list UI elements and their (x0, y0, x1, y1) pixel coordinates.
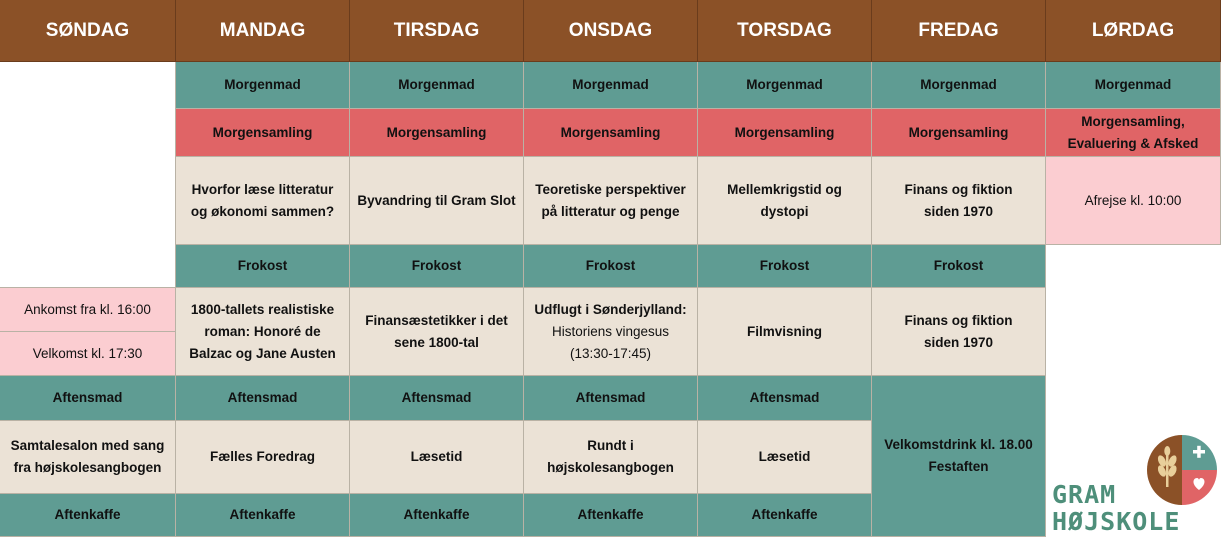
evening-session-wednesday: Rundt i højskolesangbogen (524, 421, 698, 494)
coffee-sunday: Aftenkaffe (0, 494, 176, 537)
afternoon-session-tuesday: Finansæstetikker i det sene 1800-tal (350, 288, 524, 376)
header-sunday: SØNDAG (0, 0, 176, 62)
coffee-tuesday: Aftenkaffe (350, 494, 524, 537)
gram-hojskole-logo (1046, 420, 1221, 537)
afternoon-session-friday: Finans og fiktion siden 1970 (872, 288, 1046, 376)
dinner-thursday: Aftensmad (698, 376, 872, 421)
evening-session-thursday: Læsetid (698, 421, 872, 494)
sunday-arrival: Ankomst fra kl. 16:00 (0, 288, 176, 332)
excursion-detail: Historiens vingesus (13:30-17:45) (551, 323, 670, 361)
header-monday: MANDAG (176, 0, 350, 62)
evening-session-monday: Fælles Foredrag (176, 421, 350, 494)
dinner-sunday: Aftensmad (0, 376, 176, 421)
evening-session-sunday: Samtalesalon med sang fra højskolesangbogen (0, 421, 176, 494)
sunday-welcome: Velkomst kl. 17:30 (0, 332, 176, 376)
saturday-empty-block (1046, 245, 1221, 420)
coffee-monday: Aftenkaffe (176, 494, 350, 537)
afternoon-session-monday: 1800-tallets realistiske roman: Honoré de Balzac og Jane Austen (176, 288, 350, 376)
header-thursday: TORSDAG (698, 0, 872, 62)
departure-saturday: Afrejse kl. 10:00 (1046, 157, 1221, 245)
breakfast-wednesday: Morgenmad (524, 62, 698, 109)
friday-festaften: Velkomstdrink kl. 18.00 Festaften (872, 376, 1046, 537)
breakfast-friday: Morgenmad (872, 62, 1046, 109)
assembly-monday: Morgensamling (176, 109, 350, 157)
morning-session-friday: Finans og fiktion siden 1970 (872, 157, 1046, 245)
assembly-wednesday: Morgensamling (524, 109, 698, 157)
lunch-wednesday: Frokost (524, 245, 698, 288)
coffee-wednesday: Aftenkaffe (524, 494, 698, 537)
header-friday: FREDAG (872, 0, 1046, 62)
header-saturday: LØRDAG (1046, 0, 1221, 62)
header-wednesday: ONSDAG (524, 0, 698, 62)
breakfast-monday: Morgenmad (176, 62, 350, 109)
dinner-monday: Aftensmad (176, 376, 350, 421)
header-tuesday: TIRSDAG (350, 0, 524, 62)
afternoon-session-thursday: Filmvisning (698, 288, 872, 376)
breakfast-tuesday: Morgenmad (350, 62, 524, 109)
assembly-tuesday: Morgensamling (350, 109, 524, 157)
dinner-tuesday: Aftensmad (350, 376, 524, 421)
morning-session-tuesday: Byvandring til Gram Slot (350, 157, 524, 245)
coffee-thursday: Aftenkaffe (698, 494, 872, 537)
assembly-friday: Morgensamling (872, 109, 1046, 157)
logo-line2: HØJSKOLE (1052, 507, 1181, 536)
afternoon-session-wednesday (524, 288, 698, 376)
morning-session-wednesday: Teoretiske perspektiver på litteratur og penge (524, 157, 698, 245)
excursion-title: Udflugt i Sønderjylland: (534, 301, 687, 317)
breakfast-thursday: Morgenmad (698, 62, 872, 109)
breakfast-saturday: Morgenmad (1046, 62, 1221, 109)
morning-session-thursday: Mellemkrigstid og dystopi (698, 157, 872, 245)
logo-emblem-icon (1147, 435, 1217, 505)
lunch-friday: Frokost (872, 245, 1046, 288)
lunch-thursday: Frokost (698, 245, 872, 288)
lunch-monday: Frokost (176, 245, 350, 288)
lunch-tuesday: Frokost (350, 245, 524, 288)
dinner-wednesday: Aftensmad (524, 376, 698, 421)
assembly-saturday: Morgensamling, Evaluering & Afsked (1046, 109, 1221, 157)
assembly-thursday: Morgensamling (698, 109, 872, 157)
evening-session-tuesday: Læsetid (350, 421, 524, 494)
morning-session-monday: Hvorfor læse litteratur og økonomi sammen? (176, 157, 350, 245)
sunday-empty-block (0, 62, 176, 288)
logo-line1: GRAM (1052, 480, 1117, 509)
